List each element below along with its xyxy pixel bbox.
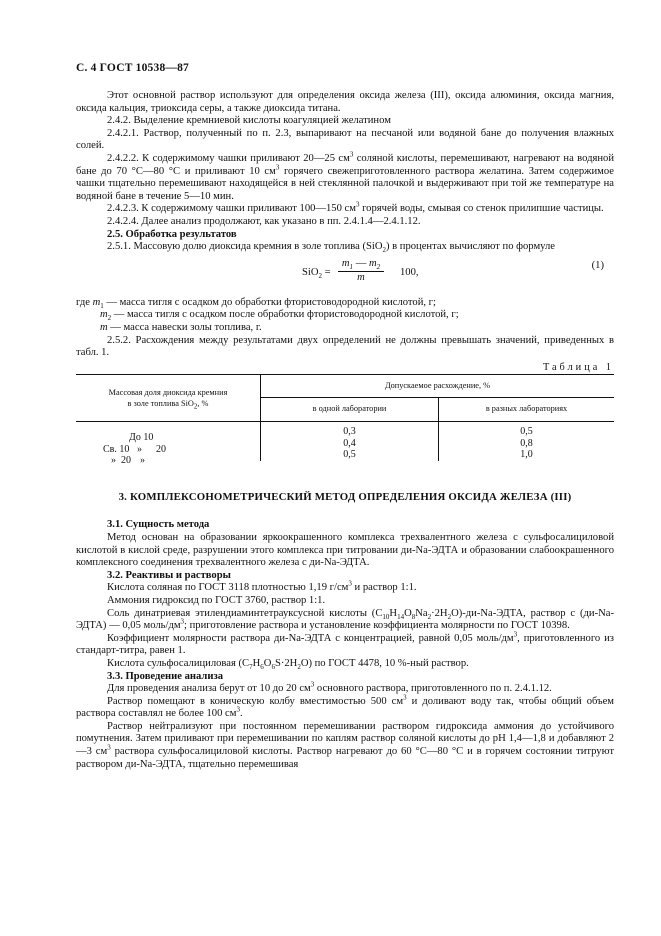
formula [76, 257, 614, 295]
paragraph [76, 721, 614, 771]
subscript: 10 [382, 612, 390, 621]
subsection-heading: 3.3. Проведение анализа [107, 670, 223, 682]
text-run: Коэффициент молярности раствора ди-Na-ЭДТА с концентрацией, равной 0,05 моль/дм [107, 632, 514, 644]
table-caption: Таблица 1 [542, 361, 614, 373]
text-run: соляной кислоты, перемешивают, нагревают на водяной бане до 70 °С—80 °С и приливают 10 см [76, 152, 614, 177]
text-run: Кислота соляная по ГОСТ 3118 плотностью 1,19 г/см [107, 582, 349, 594]
text-run: — масса навески золы топлива, г. [107, 321, 262, 333]
table-row [76, 422, 614, 438]
paragraph [76, 579, 614, 595]
text-run: и доливают воду так, чтобы общий объем раствора составлял не более 100 см [76, 695, 614, 720]
table-cell: 0,4 [261, 438, 439, 450]
text-run: H [389, 607, 398, 619]
formula-definitions [76, 297, 614, 335]
subsection-heading: 3.2. Реактивы и растворы [107, 569, 231, 581]
definition [76, 322, 614, 335]
superscript: 3 [513, 630, 518, 639]
paragraph [76, 241, 614, 254]
text-run: — [353, 257, 369, 269]
symbol: m [92, 296, 101, 308]
subscript: 8 [411, 612, 416, 621]
text-run: где [76, 296, 93, 308]
text-run: O)-ди-Na-ЭДТА, раствор с (ди-Na-ЭДТА) — 0,05 моль/дм [76, 607, 614, 632]
text-run: — масса тигля с осадком до обработки фтористоводородной кислотой, г; [103, 296, 436, 308]
text-run: Раствор нейтрализуют при постоянном перемешивании раствором гидроксида аммония до устойчивого помутнения. Затем приливают при перемешивании по каплям раствор соляной кислоты до pH 1,4—1,8 и добавляют 2—3 см [76, 720, 614, 758]
paragraph: Этот основной раствор используют для определения оксида железа (III), оксида алюминия, оксида магния, оксида кальция, триоксида серы, а также диоксида титана. [76, 90, 614, 114]
table-cell [76, 438, 261, 455]
text-run: Св. 10 [103, 443, 130, 455]
subscript: 1 [100, 301, 104, 310]
subscript: 2 [382, 246, 386, 255]
text-run: раствора сульфосалициловой кислоты. Раствор нагревают до 60 °С—80 °С и в горячем состоянии титруют раствором ди-Na-ЭДТА, тщательно перемешивая [76, 746, 614, 770]
superscript: 3 [349, 150, 354, 159]
fraction-denominator: m [357, 272, 365, 284]
text-run: горячего свежеприготовленного раствора желатина. Затем содержимое чашки тщательно перемешивают находящейся в ней стеклянной палочкой и выдерживают при той же температуре на водяной бане в течение 5—10 мин. [76, 165, 614, 202]
document-body [76, 90, 614, 771]
text-run: , % [197, 399, 209, 409]
text-run: Раствор помещают в коническую колбу вместимостью 500 см [107, 695, 404, 707]
text-run: » [137, 443, 142, 455]
text-run: » [111, 455, 116, 467]
subscript: 2 [318, 271, 322, 280]
text-run: До 10 [129, 432, 154, 444]
text-run: ·2H [431, 607, 448, 619]
superscript: 3 [180, 617, 185, 626]
text-run: 2.4.2.2. К содержимому чашки приливают 20—25 см [107, 152, 350, 164]
text-run: основного раствора, приготовленного по п. 2.4.1.12. [314, 683, 552, 695]
table-cell [76, 449, 261, 467]
table-header-many-labs: в разных лабораториях [439, 398, 615, 422]
subscript: 1 [349, 262, 354, 271]
data-table [76, 374, 614, 467]
text-run: ; приготовление раствора и установление коэффициента молярности по ГОСТ 10398. [184, 620, 570, 632]
table-cell: 0,8 [520, 437, 533, 449]
paragraph [76, 658, 614, 671]
text-run: O [263, 657, 272, 669]
text-run: . [239, 708, 243, 720]
text-run: и раствор 1:1. [351, 582, 417, 594]
superscript: 3 [275, 163, 280, 172]
subscript: 2 [193, 402, 198, 411]
paragraph: Метод основан на образовании яркоокрашенного комплекса трехвалентного железа с сульфосалициловой кислотой в кислой среде, разрушении этого комплекса при титровании ди-Na-ЭДТА и образовании слабоокрашенного комплексного соединения трехвалентного железа с ди-Na-ЭДТА. [76, 531, 614, 569]
text-run: 20 [121, 455, 131, 467]
paragraph [76, 608, 614, 633]
table-row [76, 438, 614, 450]
text-run: Для проведения анализа берут от 10 до 20 см [107, 683, 311, 695]
text-run: Массовая доля диоксида кремния [108, 388, 228, 398]
table-header-one-lab: в одной лаборатории [261, 398, 439, 422]
subsection-heading: 2.4.2. Выделение кремниевой кислоты коагуляцией желатином [107, 115, 391, 127]
text-run: = [322, 266, 331, 278]
fraction-numerator [338, 258, 384, 273]
text-run: m [368, 257, 377, 269]
text-run: » [140, 455, 145, 467]
table-cell: 0,3 [261, 422, 439, 438]
superscript: 3 [348, 579, 352, 588]
superscript: 3 [107, 743, 111, 752]
definition [76, 297, 614, 310]
paragraph: Аммония гидроксид по ГОСТ 3760, раствор 1:1. [107, 594, 326, 606]
text-run: , приготовленного из стандарт-титра, равен 1. [76, 632, 614, 657]
paragraph: 2.4.2.4. Далее анализ продолжают, как указано в пп. 2.4.1.4—2.4.1.12. [107, 215, 421, 227]
superscript: 3 [403, 693, 407, 702]
text-run: H [252, 657, 261, 669]
symbol: m [100, 321, 108, 333]
text-run: ) в процентах вычисляют по формуле [385, 241, 555, 253]
subscript: 2 [107, 314, 112, 323]
definition [76, 309, 614, 322]
formula-multiplier: 100, [400, 266, 419, 278]
formula-lhs [302, 267, 331, 280]
subscript: 2 [297, 663, 301, 672]
subscript: 2 [447, 612, 452, 621]
table-cell [76, 422, 261, 444]
table-cell: 0,5 [261, 449, 439, 461]
paragraph [76, 630, 614, 658]
subsection-heading: 3.1. Сущность метода [107, 519, 210, 531]
text-run: SiO [302, 266, 319, 278]
text-run: m [341, 257, 350, 269]
text-run: 2.4.2.3. К содержимому чашки приливают 100—150 см [107, 203, 356, 215]
text-run: Соль динатриевая этилендиаминтетрауксусной кислоты (C [107, 607, 383, 619]
table-cell: 0,5 [520, 426, 533, 438]
page-header: С. 4 ГОСТ 10538—87 [76, 62, 189, 74]
symbol: m [100, 309, 108, 321]
subscript: 2 [376, 262, 381, 271]
table-header-group: Допускаемое расхождение, % [261, 375, 615, 398]
table-header-mass-fraction [76, 375, 261, 422]
text-run: Na [415, 607, 428, 619]
text-run: горячей воды, смывая со стенок прилипшие частицы. [359, 203, 604, 215]
paragraph [76, 200, 614, 216]
text-run: 20 [156, 443, 166, 455]
text-run: O [404, 607, 412, 619]
table-row [76, 449, 614, 461]
formula-number: (1) [591, 259, 604, 271]
subscript: 7 [249, 663, 253, 672]
formula-fraction [338, 258, 384, 285]
text-run: в золе топлива SiO [127, 399, 194, 409]
subscript: 6 [260, 663, 264, 672]
superscript: 3 [236, 705, 240, 714]
superscript: 3 [355, 200, 360, 209]
superscript: 3 [310, 680, 315, 689]
text-run: S·2H [274, 657, 298, 669]
table-cell: 1,0 [520, 449, 533, 461]
text-run: Кислота сульфосалициловая (C [107, 657, 250, 669]
subscript: 2 [427, 612, 432, 621]
text-run: — масса тигля с осадком после обработки фтористоводородной кислотой, г; [111, 309, 459, 321]
paragraph: 2.5.2. Расхождения между результатами двух определений не должны превышать значений, приведенных в табл. 1. [76, 334, 614, 359]
paragraph [76, 680, 614, 696]
paragraph [76, 150, 614, 203]
paragraph: 2.4.2.1. Раствор, полученный по п. 2.3, выпаривают на песчаной или водяной бане до получения влажных солей. [76, 127, 614, 152]
subscript: 6 [271, 663, 275, 672]
section-heading: 2.5. Обработка результатов [107, 228, 237, 240]
section-title: 3. КОМПЛЕКСОНОМЕТРИЧЕСКИЙ МЕТОД ОПРЕДЕЛЕНИЯ ОКСИДА ЖЕЛЕЗА (III) [118, 490, 572, 503]
text-run: 2.5.1. Массовую долю диоксида кремния в золе топлива (SiO [107, 241, 383, 253]
text-run: O) по ГОСТ 4478, 10 %-ный раствор. [300, 657, 469, 669]
subscript: 14 [397, 612, 405, 621]
paragraph [76, 693, 614, 721]
